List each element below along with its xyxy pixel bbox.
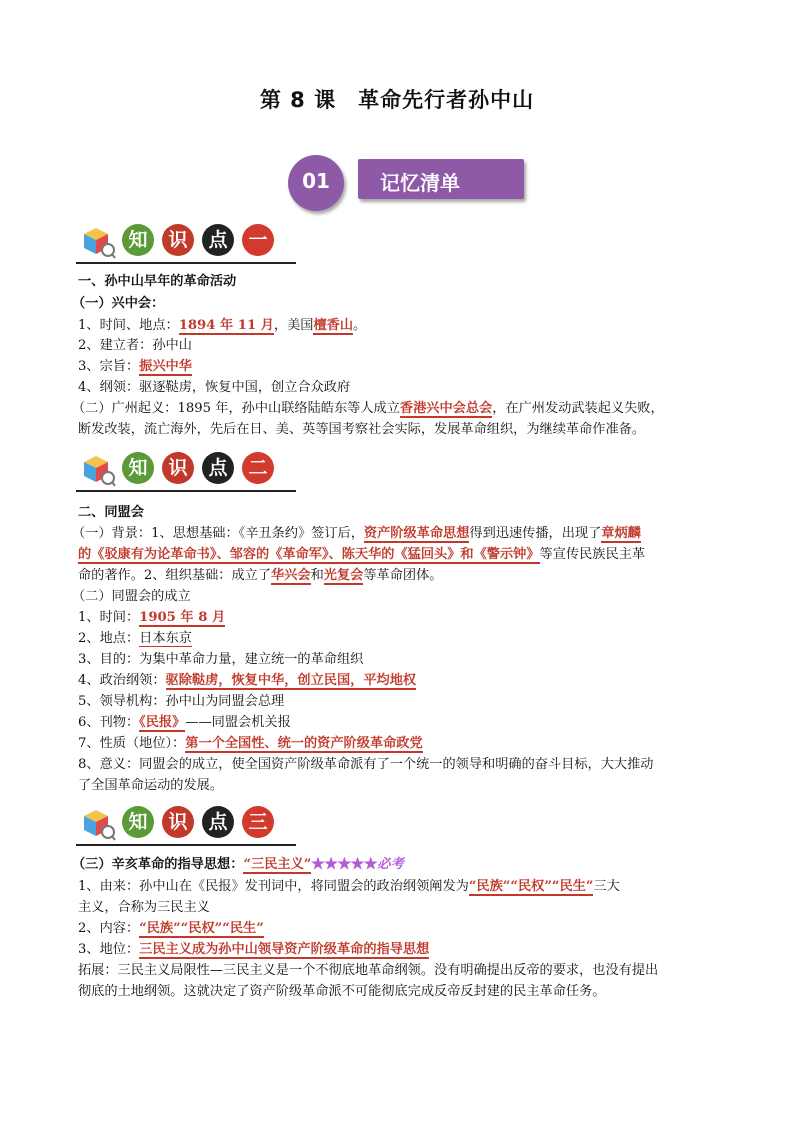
badge-char: 识 [162,806,194,838]
text-line: （一）背景：1、思想基础：《辛丑条约》签订后，资产阶级革命思想得到迅速传播，出现了章炳麟 [72,526,641,541]
cube-icon [80,224,116,260]
section-heading: （三）辛亥革命的指导思想：“三民主义”★★★★★必考 [72,857,404,872]
text-line: 1、时间：1905 年 8 月 [78,610,226,625]
badge-number: 三 [242,806,274,838]
badge-number: 二 [242,452,274,484]
text-line: 3、目的：为集中革命力量，建立统一的革命组织 [78,652,364,667]
divider [76,490,296,492]
text-line: 5、领导机构：孙中山为同盟会总理 [78,694,285,709]
divider [76,262,296,264]
banner-number-circle: 01 [288,155,344,211]
section-heading: 二、同盟会 [78,505,144,520]
text-line: 拓展：三民主义局限性—三民主义是一个不彻底地革命纲领。没有明确提出反帝的要求，也没有提出 [78,963,659,978]
text-line: 4、政治纲领：驱除鞑虏，恢复中华，创立民国，平均地权 [78,673,417,688]
text-line: 3、宗旨：振兴中华 [78,359,192,374]
text-line: 8、意义：同盟会的成立，使全国资产阶级革命派有了一个统一的领导和明确的奋斗目标，大大推动 [78,757,654,772]
text-line: 2、地点：日本东京 [78,631,192,646]
memory-list-banner [288,153,538,213]
page-title: 第 8 课 革命先行者孙中山 [259,88,535,112]
text-line: 1、时间、地点：1894 年 11 月，美国檀香山。 [78,318,367,333]
badge-number: 一 [242,224,274,256]
star-rating-icon: ★★★★★ [311,857,378,872]
text-line: 断发改装，流亡海外，先后在日、美、英等国考察社会实际，发展革命组织，为继续革命作准备。 [78,422,646,437]
badge-char: 点 [202,806,234,838]
text-line: 4、纲领：驱逐鞑虏，恢复中国，创立合众政府 [78,380,351,395]
must-test-tag: 必考 [377,857,404,872]
text-line: 的《驳康有为论革命书》、邹容的《革命军》、陈天华的《猛回头》和《警示钟》等宣传民族民主革 [78,547,646,562]
text-line: 7、性质（地位）：第一个全国性、统一的资产阶级革命政党 [78,736,423,751]
badge-char: 识 [162,224,194,256]
knowledge-point-badge-2 [76,446,296,492]
text-line: 3、地位：三民主义成为孙中山领导资产阶级革命的指导思想 [78,942,430,957]
text-line: 彻底的土地纲领。这就决定了资产阶级革命派不可能彻底完成反帝反封建的民主革命任务。 [78,984,606,999]
subsection-heading: （一）兴中会： [72,296,165,311]
cube-icon [80,806,116,842]
knowledge-point-badge-3 [76,800,296,846]
cube-icon [80,452,116,488]
text-line: （二）广州起义：1895 年，孙中山联络陆皓东等人成立香港兴中会总会，在广州发动武装起义失败， [72,401,664,416]
text-line: 1、由来：孙中山在《民报》发刊词中，将同盟会的政治纲领阐发为“民族”“民权”“民生”三大 [78,879,620,894]
text-line: 2、建立者：孙中山 [78,338,192,353]
divider [76,844,296,846]
badge-char: 点 [202,224,234,256]
knowledge-point-badge-1 [76,218,296,264]
banner-label-bar: 记忆清单 [358,159,524,199]
text-line: 了全国革命运动的发展。 [78,778,224,793]
subsection-heading: （二）同盟会的成立 [72,589,191,604]
badge-char: 点 [202,452,234,484]
badge-char: 识 [162,452,194,484]
badge-char: 知 [122,806,154,838]
text-line: 2、内容：“民族”“民权”“民生” [78,921,264,936]
badge-char: 知 [122,452,154,484]
section-heading: 一、孙中山早年的革命活动 [78,274,237,289]
text-line: 命的著作。2、组织基础：成立了华兴会和光复会等革命团体。 [78,568,443,583]
text-line: 6、刊物：《民报》——同盟会机关报 [78,715,291,730]
badge-char: 知 [122,224,154,256]
text-line: 主义，合称为三民主义 [78,900,210,915]
